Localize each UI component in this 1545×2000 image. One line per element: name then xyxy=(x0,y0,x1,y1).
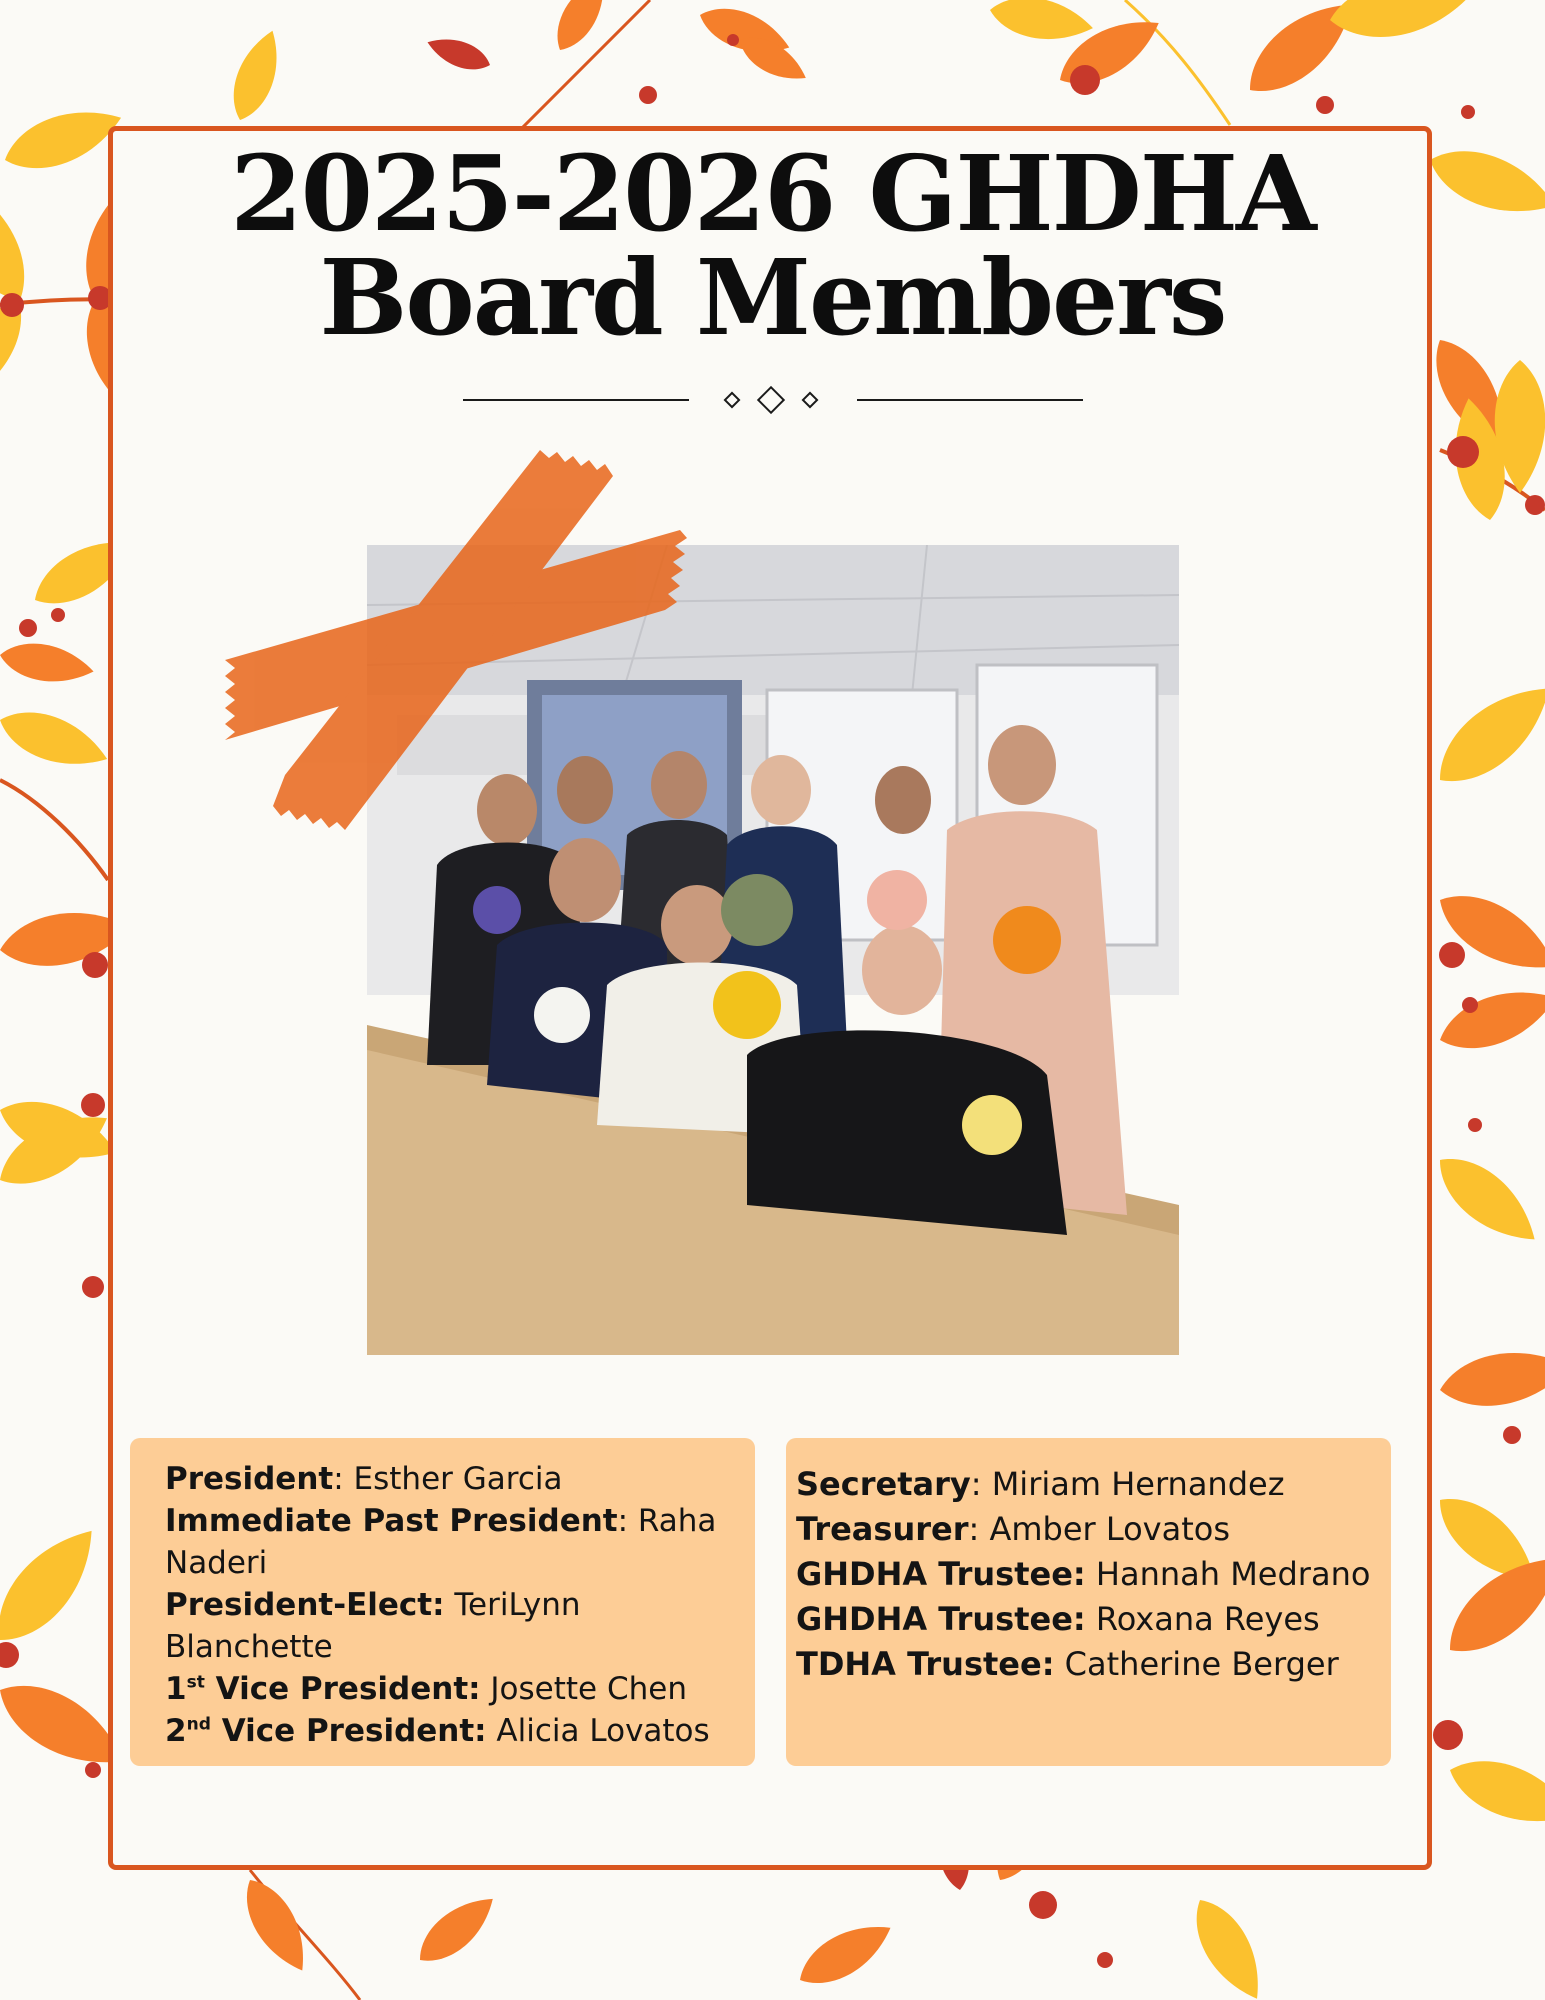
role-label: GHDHA Trustee: xyxy=(796,1555,1086,1593)
member-name: Hannah Medrano xyxy=(1085,1555,1371,1593)
role-label: Treasurer xyxy=(796,1510,969,1548)
role-separator: : xyxy=(617,1503,629,1539)
orange-tape-decoration xyxy=(225,450,705,830)
board-row-president-elect xyxy=(165,1584,725,1668)
member-name: Raha Naderi xyxy=(165,1503,717,1581)
ordinal-suffix: nd xyxy=(186,1714,211,1735)
role-label xyxy=(165,1671,481,1707)
board-members-card-left xyxy=(130,1438,755,1766)
board-row-secretary xyxy=(796,1462,1377,1507)
role-title: Vice President: xyxy=(204,1671,481,1707)
title-divider xyxy=(463,385,1083,415)
role-separator: : xyxy=(333,1461,344,1497)
leaf-cluster-top xyxy=(223,0,813,130)
role-separator: : xyxy=(968,1510,980,1548)
leaf-cluster-right-lower xyxy=(1425,1342,1545,1839)
role-label: President xyxy=(165,1461,334,1497)
member-name: Amber Lovatos xyxy=(979,1510,1231,1548)
board-row-president xyxy=(165,1458,725,1500)
member-name: Miriam Hernandez xyxy=(981,1465,1285,1503)
role-label: TDHA Trustee: xyxy=(796,1645,1055,1683)
ordinal-suffix: st xyxy=(186,1672,205,1693)
board-row-treasurer xyxy=(796,1507,1377,1552)
board-row-immediate-past-president xyxy=(165,1500,725,1584)
board-row-ghdha-trustee-1 xyxy=(796,1552,1377,1597)
board-row-ghdha-trustee-2 xyxy=(796,1597,1377,1642)
board-row-second-vice-president xyxy=(165,1710,725,1752)
member-name: Alicia Lovatos xyxy=(486,1713,710,1749)
role-separator: : xyxy=(970,1465,982,1503)
role-title: Vice President: xyxy=(210,1713,487,1749)
role-label: Secretary xyxy=(796,1465,971,1503)
member-name: Catherine Berger xyxy=(1054,1645,1339,1683)
title-line-1: 2025-2026 GHDHA xyxy=(230,132,1315,255)
member-name: TeriLynn Blanchette xyxy=(165,1587,581,1665)
member-name: Josette Chen xyxy=(480,1671,687,1707)
role-label: Immediate Past President xyxy=(165,1503,618,1539)
ordinal-number: 2 xyxy=(165,1713,187,1749)
leaf-cluster-right-upper xyxy=(1420,328,1545,1257)
role-label xyxy=(165,1713,487,1749)
title-line-2: Board Members xyxy=(319,236,1226,359)
ordinal-number: 1 xyxy=(165,1671,187,1707)
member-name: Roxana Reyes xyxy=(1085,1600,1320,1638)
role-label: President-Elect: xyxy=(165,1587,445,1623)
page-title xyxy=(0,132,1545,359)
board-members-card-right xyxy=(786,1438,1391,1766)
board-row-tdha-trustee xyxy=(796,1642,1377,1687)
board-row-first-vice-president xyxy=(165,1668,725,1710)
member-name: Esther Garcia xyxy=(343,1461,563,1497)
role-label: GHDHA Trustee: xyxy=(796,1600,1086,1638)
